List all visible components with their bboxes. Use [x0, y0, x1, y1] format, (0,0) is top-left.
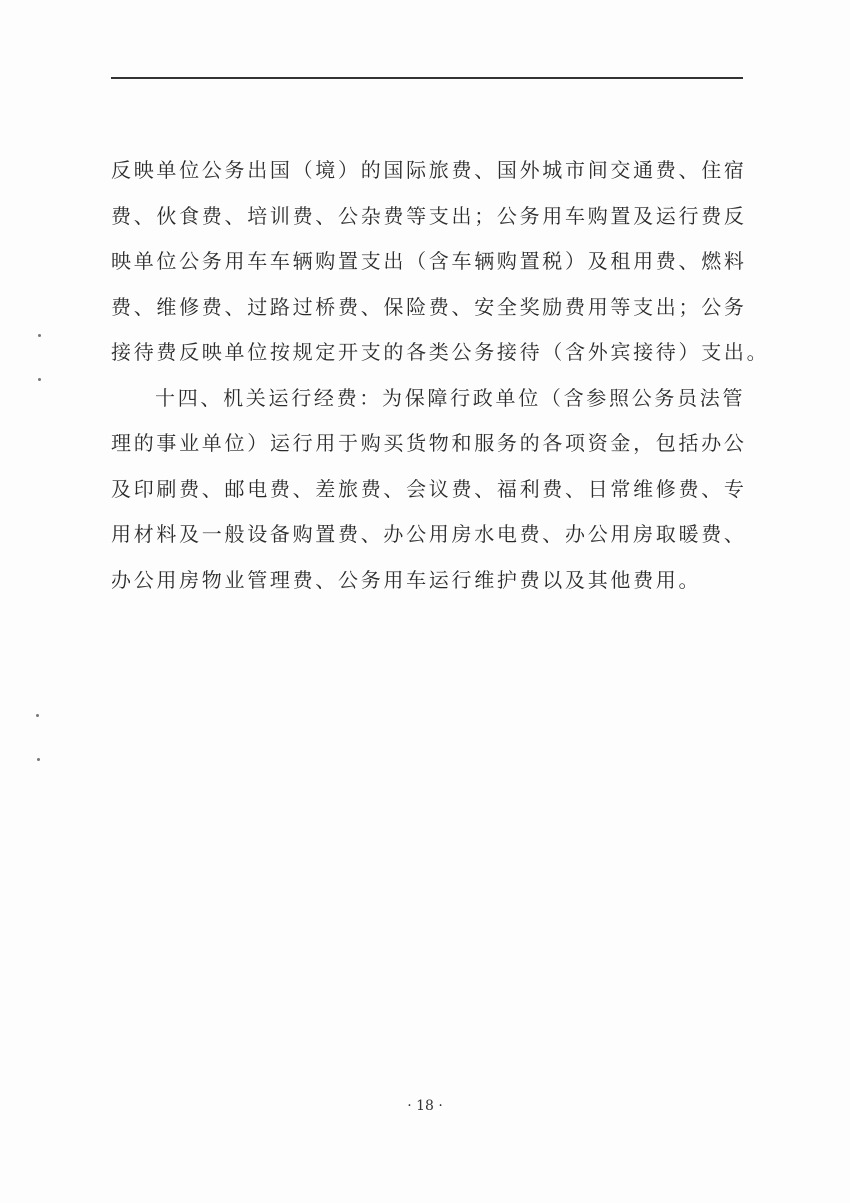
- scan-speck: [37, 758, 40, 761]
- paragraph-start-line: 十四、机关运行经费：为保障行政单位（含参照公务员法管: [155, 385, 746, 410]
- text-line: 办公用房物业管理费、公务用车运行维护费以及其他费用。: [111, 567, 702, 592]
- scan-speck: [36, 714, 39, 717]
- text-line: 用材料及一般设备购置费、办公用房水电费、办公用房取暖费、: [111, 522, 747, 546]
- text-line: 映单位公务用车车辆购置支出（含车辆购置税）及租用费、燃料: [111, 249, 747, 273]
- text-line: 及印刷费、邮电费、差旅费、会议费、福利费、日常维修费、专: [111, 476, 747, 501]
- scan-speck: [38, 378, 41, 381]
- body-text: [111, 148, 770, 603]
- page-number: · 18 ·: [407, 1098, 443, 1114]
- scan-speck: [38, 334, 41, 337]
- text-line: 理的事业单位）运行用于购买货物和服务的各项资金，包括办公: [111, 431, 747, 455]
- text-line: 费、维修费、过路过桥费、保险费、安全奖励费用等支出；公务: [111, 294, 747, 319]
- text-line: 费、伙食费、培训费、公杂费等支出；公务用车购置及运行费反: [111, 203, 747, 228]
- text-line: 反映单位公务出国（境）的国际旅费、国外城市间交通费、住宿: [111, 158, 747, 182]
- header-rule: [111, 77, 743, 79]
- text-line: 接待费反映单位按规定开支的各类公务接待（含外宾接待）支出。: [111, 340, 770, 364]
